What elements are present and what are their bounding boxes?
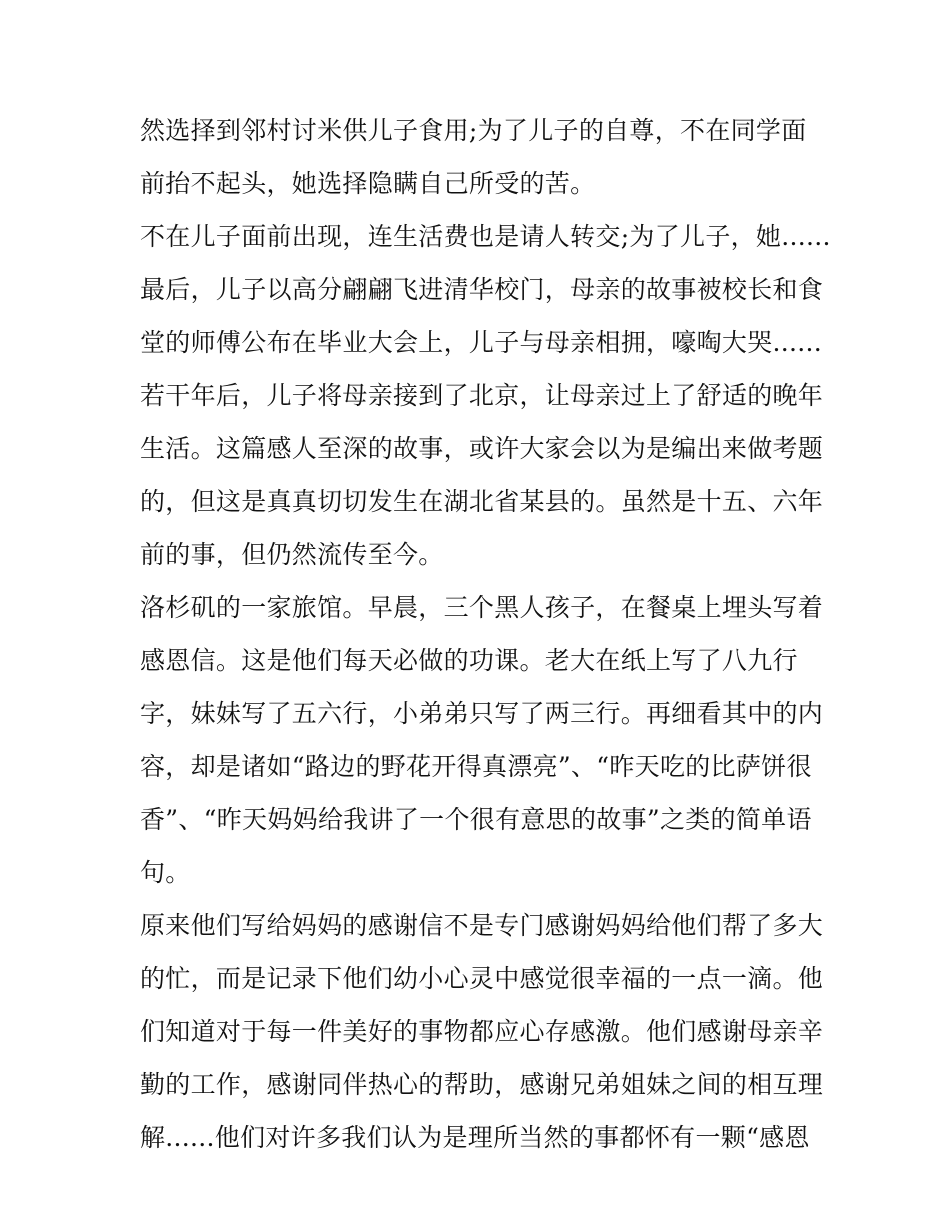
text-line: 不在儿子面前出现，连生活费也是请人转交;为了儿子，她......	[140, 222, 831, 251]
text-line: 洛杉矶的一家旅馆。早晨，三个黑人孩子，在餐桌上埋头写着	[140, 593, 824, 622]
text-line: 字，妹妹写了五六行，小弟弟只写了两三行。再细看其中的内	[140, 699, 824, 728]
text-line: 前抬不起头，她选择隐瞒自己所受的苦。	[140, 169, 596, 198]
text-line: 最后，儿子以高分翩翩飞进清华校门，母亲的故事被校长和食	[140, 275, 824, 304]
text-line: 原来他们写给妈妈的感谢信不是专门感谢妈妈给他们帮了多大	[140, 911, 824, 940]
text-line: 若干年后，儿子将母亲接到了北京，让母亲过上了舒适的晚年	[140, 381, 824, 410]
text-line: 前的事，但仍然流传至今。	[140, 540, 444, 569]
text-line: 感恩信。这是他们每天必做的功课。老大在纸上写了八九行	[140, 646, 798, 675]
text-line: 们知道对于每一件美好的事物都应心存感激。他们感谢母亲辛	[140, 1017, 824, 1046]
text-line: 解......他们对许多我们认为是理所当然的事都怀有一颗“感恩	[140, 1123, 810, 1152]
text-line: 勤的工作，感谢同伴热心的帮助，感谢兄弟姐妹之间的相互理	[140, 1070, 824, 1099]
text-line: 香”、“昨天妈妈给我讲了一个很有意思的故事”之类的简单语	[140, 805, 812, 834]
text-line: 生活。这篇感人至深的故事，或许大家会以为是编出来做考题	[140, 434, 824, 463]
text-line: 然选择到邻村讨米供儿子食用;为了儿子的自尊，不在同学面	[140, 116, 807, 145]
text-line: 容，却是诸如“路边的野花开得真漂亮”、“昨天吃的比萨饼很	[140, 752, 812, 781]
text-line: 的，但这是真真切切发生在湖北省某县的。虽然是十五、六年	[140, 487, 824, 516]
body-text	[140, 104, 831, 1164]
text-line: 句。	[140, 858, 191, 887]
text-line: 堂的师傅公布在毕业大会上，儿子与母亲相拥，嚎啕大哭......	[140, 328, 822, 357]
text-line: 的忙，而是记录下他们幼小心灵中感觉很幸福的一点一滴。他	[140, 964, 824, 993]
